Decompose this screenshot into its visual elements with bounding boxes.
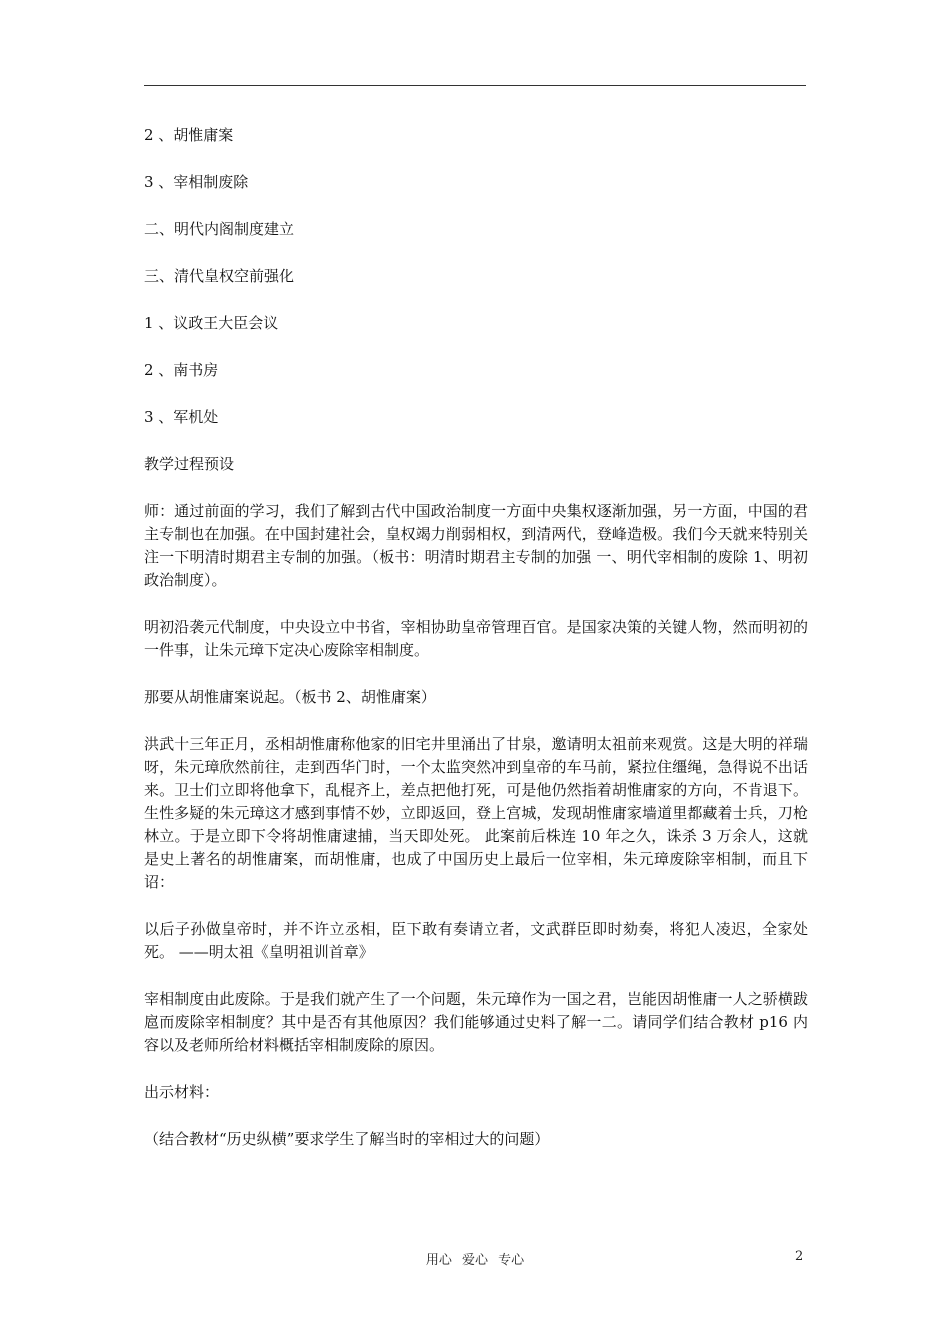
outline-item-chancellor-abolished: 3 、宰相制废除 bbox=[144, 173, 249, 191]
outline-item-hu-weiyong-case: 2 、胡惟庸案 bbox=[144, 126, 234, 144]
paragraph-ming-system: 明初沿袭元代制度，中央设立中书省，宰相协助皇帝管理百官。是国家决策的关键人物，然而明初的一件事，让朱元璋下定决心废除宰相制度。 bbox=[144, 618, 808, 659]
paragraph-question: 宰相制度由此废除。于是我们就产生了一个问题，朱元璋作为一国之君，岂能因胡惟庸一人之骄横跋扈而废除宰相制度？其中是否有其他原因？我们能够通过史料了解一二。请同学们结合教材 p16 内容以及老师所给材料概括宰相制废除的原因。 bbox=[144, 990, 808, 1054]
outline-item-council: 1 、议政王大臣会议 bbox=[144, 314, 279, 332]
section-heading-teaching-process: 教学过程预设 bbox=[144, 455, 235, 473]
paragraph-intro: 师：通过前面的学习，我们了解到古代中国政治制度一方面中央集权逐渐加强，另一方面，中国的君主专制也在加强。在中国封建社会，皇权竭力削弱相权，到清两代，登峰造极。我们今天就来特别关注一下明清时期君主专制的加强。（板书：明清时期君主专制的加强 一、明代宰相制的废除 1、明初政治制度）。 bbox=[144, 502, 808, 589]
header-rule bbox=[144, 85, 806, 86]
paragraph-edict-quote: 以后子孙做皇帝时，并不许立丞相，臣下敢有奏请立者，文武群臣即时劾奏，将犯人凌迟，全家处死。 ——明太祖《皇明祖训首章》 bbox=[144, 920, 808, 961]
paragraph-case-start: 那要从胡惟庸案说起。（板书 2、胡惟庸案） bbox=[144, 688, 436, 706]
paragraph-material-note: （结合教材“历史纵横”要求学生了解当时的宰相过大的问题） bbox=[144, 1130, 550, 1148]
paragraph-show-material: 出示材料： bbox=[144, 1083, 220, 1101]
outline-item-southern-study: 2 、南书房 bbox=[144, 361, 219, 379]
footer-motto: 用心 爱心 专心 bbox=[425, 1253, 525, 1268]
outline-heading-ming-cabinet: 二、明代内阁制度建立 bbox=[144, 220, 295, 238]
outline-heading-qing-imperial-power: 三、清代皇权空前强化 bbox=[144, 267, 295, 285]
document-body bbox=[144, 124, 808, 1175]
outline-item-grand-council: 3 、军机处 bbox=[144, 408, 219, 426]
paragraph-case-story: 洪武十三年正月，丞相胡惟庸称他家的旧宅井里涌出了甘泉，邀请明太祖前来观赏。这是大明的祥瑞呀，朱元璋欣然前往，走到西华门时，一个太监突然冲到皇帝的车马前，紧拉住缰绳，急得说不出话来。卫士们立即将他拿下，乱棍齐上，差点把他打死，可是他仍然指着胡惟庸家的方向，不肯退下。生性多疑的朱元璋这才感到事情不妙，立即返回，登上宫城，发现胡惟庸家墙道里都藏着士兵，刀枪林立。于是立即下令将胡惟庸逮捕，当天即处死。 此案前后株连 10 年之久，诛杀 3 万余人，这就是史上著名的胡惟庸案，而胡惟庸，也成了中国历史上最后一位宰相，朱元璋废除宰相制，而且下诏： bbox=[144, 735, 808, 891]
page-number: 2 bbox=[795, 1249, 804, 1264]
